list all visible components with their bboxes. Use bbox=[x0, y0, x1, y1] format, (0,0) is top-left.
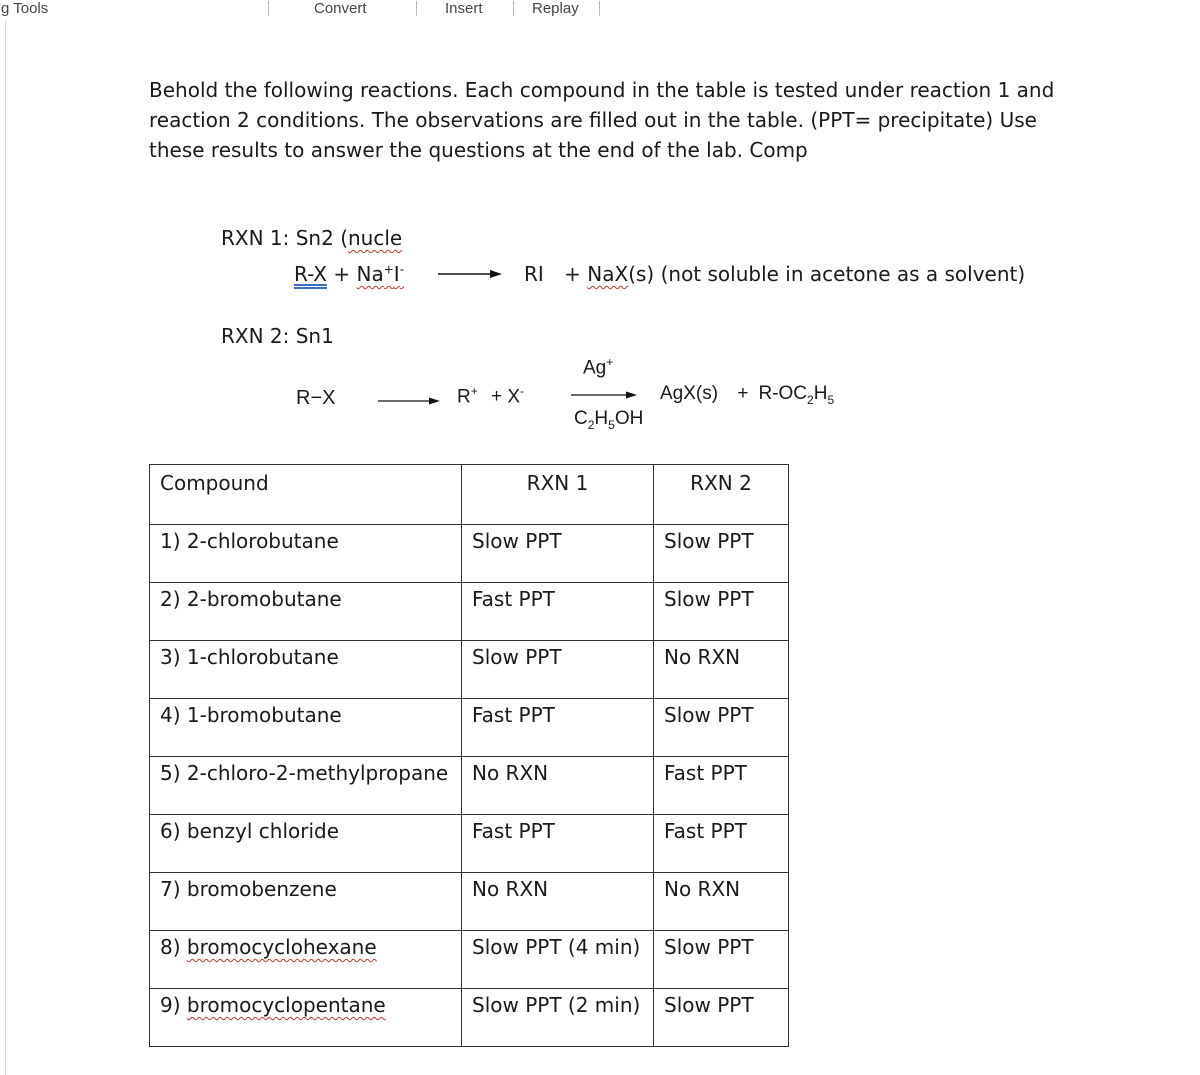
compound-name: bromocyclohexane bbox=[186, 935, 377, 959]
rxn1-product-nax: NaX bbox=[587, 262, 629, 286]
cell-rxn1[interactable]: Slow PPT (2 min) bbox=[462, 989, 654, 1047]
rxn1-reagent-nai bbox=[357, 262, 405, 286]
compound-name: bromocyclopentane bbox=[186, 993, 386, 1017]
rxn2-solvent bbox=[574, 408, 643, 432]
table-row bbox=[150, 641, 789, 699]
cell-rxn1[interactable]: No RXN bbox=[462, 757, 654, 815]
header-rxn1[interactable]: RXN 1 bbox=[462, 465, 654, 525]
table-row bbox=[150, 757, 789, 815]
rxn2-cation: R bbox=[457, 386, 471, 408]
cell-rxn2[interactable]: Slow PPT bbox=[654, 525, 789, 583]
cell-compound[interactable]: 7) bromobenzene bbox=[150, 873, 462, 931]
rxn2-product-ether-h: H bbox=[813, 383, 828, 404]
rxn2-ag: Ag bbox=[583, 357, 607, 379]
rxn2-product-ether: R-OC bbox=[758, 383, 808, 404]
table-row bbox=[150, 989, 789, 1047]
cell-compound[interactable] bbox=[150, 989, 462, 1047]
ribbon-toolbar bbox=[0, 0, 1200, 20]
table-header-row bbox=[150, 465, 789, 525]
rxn1-arrow bbox=[438, 268, 502, 280]
rxn2-reactant: R−X bbox=[296, 387, 336, 409]
rxn1-product-plus: + bbox=[564, 262, 581, 286]
rxn1-i-charge: - bbox=[399, 262, 405, 277]
cell-rxn2[interactable]: Slow PPT bbox=[654, 931, 789, 989]
rxn1-heading-prefix: RXN 1: Sn2 ( bbox=[221, 226, 348, 250]
intro-paragraph[interactable]: Behold the following reactions. Each compound in the table is tested under reaction 1 and reaction 2 conditions. The observations are filled out in the table. (PPT= precipitate) Use these results to answer the questions at the end of the lab. Comp bbox=[149, 78, 1055, 162]
rxn2-heading[interactable]: RXN 2: Sn1 bbox=[221, 324, 334, 348]
cell-compound[interactable]: 2) 2-bromobutane bbox=[150, 583, 462, 641]
cell-compound[interactable]: 5) 2-chloro-2-methylpropane bbox=[150, 757, 462, 815]
rxn2-product-plus: + bbox=[737, 383, 749, 404]
table-row bbox=[150, 931, 789, 989]
rxn2-solvent-oh: OH bbox=[614, 408, 644, 429]
tab-replay[interactable]: Replay bbox=[532, 0, 579, 17]
rxn2-intermediate bbox=[457, 384, 524, 408]
header-compound[interactable]: Compound bbox=[150, 465, 462, 525]
cell-rxn1[interactable]: Slow PPT (4 min) bbox=[462, 931, 654, 989]
ribbon-divider bbox=[268, 1, 269, 16]
rxn2-products bbox=[660, 383, 834, 407]
table-row bbox=[150, 699, 789, 757]
cell-rxn2[interactable]: Fast PPT bbox=[654, 815, 789, 873]
rxn2-solvent-h: H bbox=[594, 408, 609, 429]
cell-rxn2[interactable]: Fast PPT bbox=[654, 757, 789, 815]
header-rxn2[interactable]: RXN 2 bbox=[654, 465, 789, 525]
rxn2-reagent-ag bbox=[583, 355, 613, 379]
cell-rxn1[interactable]: Fast PPT bbox=[462, 815, 654, 873]
rxn2-product-agx: AgX(s) bbox=[660, 383, 719, 404]
rxn1-i: I bbox=[393, 262, 400, 286]
cell-rxn2[interactable]: No RXN bbox=[654, 641, 789, 699]
compound-number: 8) bbox=[160, 935, 187, 959]
table-row bbox=[150, 873, 789, 931]
rxn2-solvent-c: C bbox=[574, 408, 588, 429]
rxn1-na: Na bbox=[356, 262, 384, 286]
rxn1-reactant-rx: R-X bbox=[294, 262, 328, 286]
cell-compound[interactable]: 3) 1-chlorobutane bbox=[150, 641, 462, 699]
cell-compound[interactable]: 4) 1-bromobutane bbox=[150, 699, 462, 757]
rxn1-product-rest: (s) (not soluble in acetone as a solvent) bbox=[628, 262, 1026, 286]
rxn2-plus: + bbox=[491, 386, 503, 408]
cell-rxn2[interactable]: Slow PPT bbox=[654, 989, 789, 1047]
rxn1-heading[interactable] bbox=[221, 226, 402, 250]
rxn2-arrow-2 bbox=[571, 389, 637, 401]
rxn2-anion: X bbox=[507, 386, 521, 408]
cell-rxn1[interactable]: Slow PPT bbox=[462, 641, 654, 699]
table-row bbox=[150, 815, 789, 873]
cell-rxn1[interactable]: No RXN bbox=[462, 873, 654, 931]
rxn2-arrow-1 bbox=[378, 395, 440, 407]
cell-rxn2[interactable]: Slow PPT bbox=[654, 699, 789, 757]
rxn2-solvent-c-sub: 2 bbox=[587, 417, 595, 432]
rxn1-plus: + bbox=[333, 262, 351, 286]
cell-rxn1[interactable]: Fast PPT bbox=[462, 583, 654, 641]
compound-number: 9) bbox=[160, 993, 187, 1017]
ribbon-divider bbox=[416, 1, 417, 16]
cell-rxn2[interactable]: No RXN bbox=[654, 873, 789, 931]
page-edge bbox=[5, 20, 6, 1075]
rxn1-products bbox=[524, 262, 1025, 286]
tab-insert[interactable]: Insert bbox=[445, 0, 483, 17]
observation-table bbox=[149, 464, 789, 1047]
rxn1-na-charge: + bbox=[383, 262, 394, 277]
rxn2-ag-charge: + bbox=[606, 355, 614, 369]
rxn2-anion-charge: - bbox=[520, 384, 525, 398]
tab-convert[interactable]: Convert bbox=[314, 0, 367, 17]
rxn2-solvent-h-sub: 5 bbox=[608, 417, 615, 432]
cell-rxn1[interactable]: Fast PPT bbox=[462, 699, 654, 757]
cell-compound[interactable]: 1) 2-chlorobutane bbox=[150, 525, 462, 583]
table-row bbox=[150, 583, 789, 641]
cell-compound[interactable]: 6) benzyl chloride bbox=[150, 815, 462, 873]
rxn2-cation-charge: + bbox=[470, 384, 478, 398]
ribbon-divider bbox=[599, 1, 600, 16]
ribbon-divider bbox=[513, 1, 514, 16]
rxn1-heading-word: nucle bbox=[348, 226, 403, 250]
cell-compound[interactable] bbox=[150, 931, 462, 989]
tab-tools[interactable]: g Tools bbox=[1, 0, 49, 17]
rxn1-reactants bbox=[294, 262, 404, 286]
cell-rxn1[interactable]: Slow PPT bbox=[462, 525, 654, 583]
cell-rxn2[interactable]: Slow PPT bbox=[654, 583, 789, 641]
rxn2-product-ether-sub2: 5 bbox=[827, 392, 835, 407]
table-row bbox=[150, 525, 789, 583]
rxn2-product-ether-sub1: 2 bbox=[807, 392, 814, 407]
rxn1-product-ri: RI bbox=[524, 262, 544, 286]
